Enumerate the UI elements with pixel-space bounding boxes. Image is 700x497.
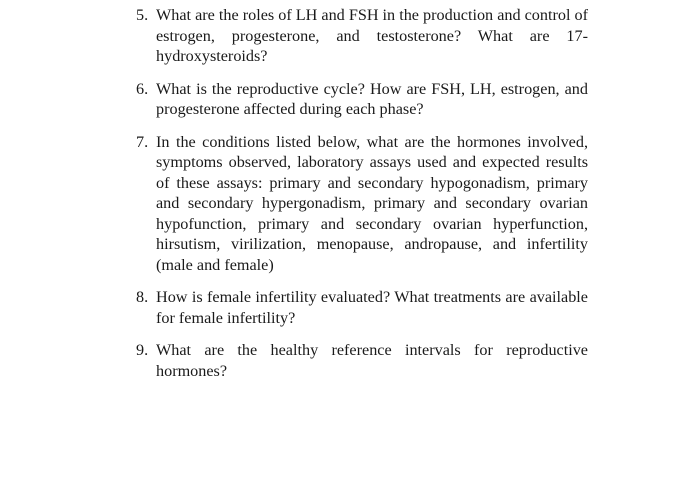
question-number: 6. xyxy=(136,79,149,98)
question-text: In the conditions listed below, what are the hormones involved, symptoms observed, laboratory assays used and expected results of these assays: primary and secondary hypogonadism, primary and secondary hypergonadism, primary and secondary ovarian hypofunction, primary and secondary ovarian hyperfunction, hirsutism, virilization, menopause, andropause, and infertility (male and female) xyxy=(156,132,588,274)
question-item-9 xyxy=(136,340,588,381)
question-item-7 xyxy=(136,132,588,276)
question-text: What is the reproductive cycle? How are FSH, LH, estrogen, and progesterone affected during each phase? xyxy=(156,79,588,118)
question-text: What are the healthy reference intervals for reproductive hormones? xyxy=(156,341,588,380)
question-number: 7. xyxy=(136,132,149,151)
question-text: How is female infertility evaluated? What treatments are available for female infertility? xyxy=(156,288,588,327)
question-item-6 xyxy=(136,79,588,120)
question-item-5 xyxy=(136,5,588,67)
question-number: 5. xyxy=(136,6,149,24)
question-number: 9. xyxy=(136,341,149,359)
question-item-8 xyxy=(136,287,588,328)
question-number: 8. xyxy=(136,288,149,306)
question-list xyxy=(136,5,588,393)
question-text: What are the roles of LH and FSH in the production and control of estrogen, progesterone, and testosterone? What are 17-hydroxysteroids? xyxy=(156,6,589,65)
